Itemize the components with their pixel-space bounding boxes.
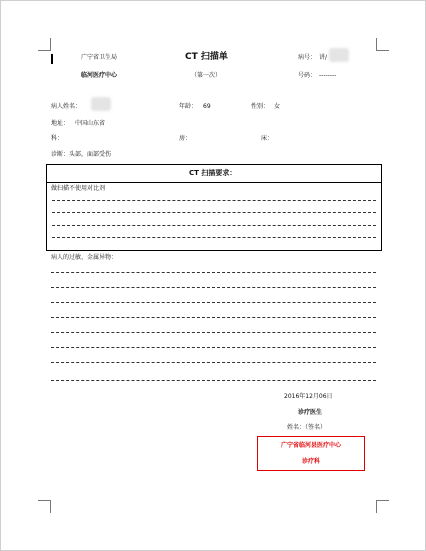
stamp-line-1: 广宁省临河县医疗中心: [280, 442, 341, 449]
history-line-4: [51, 317, 376, 318]
address-label: 地址：: [51, 120, 70, 127]
department-label: 科：: [51, 135, 64, 142]
allergy-metal-label: 病人的过敏、金属异物：: [51, 254, 118, 261]
number-value: --------: [319, 72, 337, 79]
patient-name-label: 病人姓名：: [51, 103, 82, 110]
stamp-line-2: 诊疗科: [301, 458, 320, 465]
doctor-title: 诊疗医生: [298, 409, 323, 416]
diagnosis-label: 诊断：: [51, 151, 70, 158]
ct-request-line-4: [52, 237, 376, 238]
ct-request-line-3: [52, 225, 376, 226]
case-label: 病号：: [298, 54, 317, 61]
issue-date: 2016年12月06日: [284, 393, 333, 400]
issuing-center: 临河医疗中心: [81, 72, 118, 79]
history-line-7: [51, 362, 376, 363]
age-label: 年龄：: [179, 103, 198, 110]
case-value: 讲/: [319, 54, 328, 61]
redacted-case-number: [329, 48, 349, 62]
history-line-6: [51, 347, 376, 348]
number-label: 号码：: [298, 72, 317, 79]
history-line-1: [51, 272, 376, 273]
sex-label: 性别：: [251, 103, 270, 110]
ct-request-note: 做扫描不使用对比剂: [51, 185, 106, 192]
official-stamp: [257, 436, 365, 471]
ct-request-line-1: [52, 200, 376, 201]
margin-corner-bottom-left: [38, 500, 51, 513]
history-line-5: [51, 332, 376, 333]
margin-corner-top-right: [376, 38, 389, 51]
issuing-bureau: 广宁省卫生局: [81, 54, 118, 61]
redacted-patient-name: [91, 97, 111, 111]
ct-request-line-2: [52, 212, 376, 213]
history-line-2: [51, 287, 376, 288]
history-line-8: [51, 380, 376, 381]
age-value: 69: [203, 103, 211, 110]
ct-request-box: [46, 164, 382, 251]
diagnosis-value: 头部，面部受伤: [69, 151, 112, 158]
document-title: CT 扫描单: [185, 52, 228, 62]
sex-value: 女: [274, 103, 281, 110]
room-label: 房：: [179, 135, 192, 142]
text-cursor: [51, 54, 53, 64]
ct-request-title: CT 扫描要求：: [189, 169, 237, 177]
bed-label: 床：: [261, 135, 274, 142]
margin-corner-top-left: [38, 38, 51, 51]
margin-corner-bottom-right: [376, 500, 389, 513]
document-subtitle: （第一次）: [191, 72, 222, 79]
address-value: 中国山东省: [75, 120, 106, 127]
doctor-signature: 姓名：（签名）: [287, 424, 327, 431]
history-line-3: [51, 302, 376, 303]
ct-request-divider: [47, 182, 381, 183]
